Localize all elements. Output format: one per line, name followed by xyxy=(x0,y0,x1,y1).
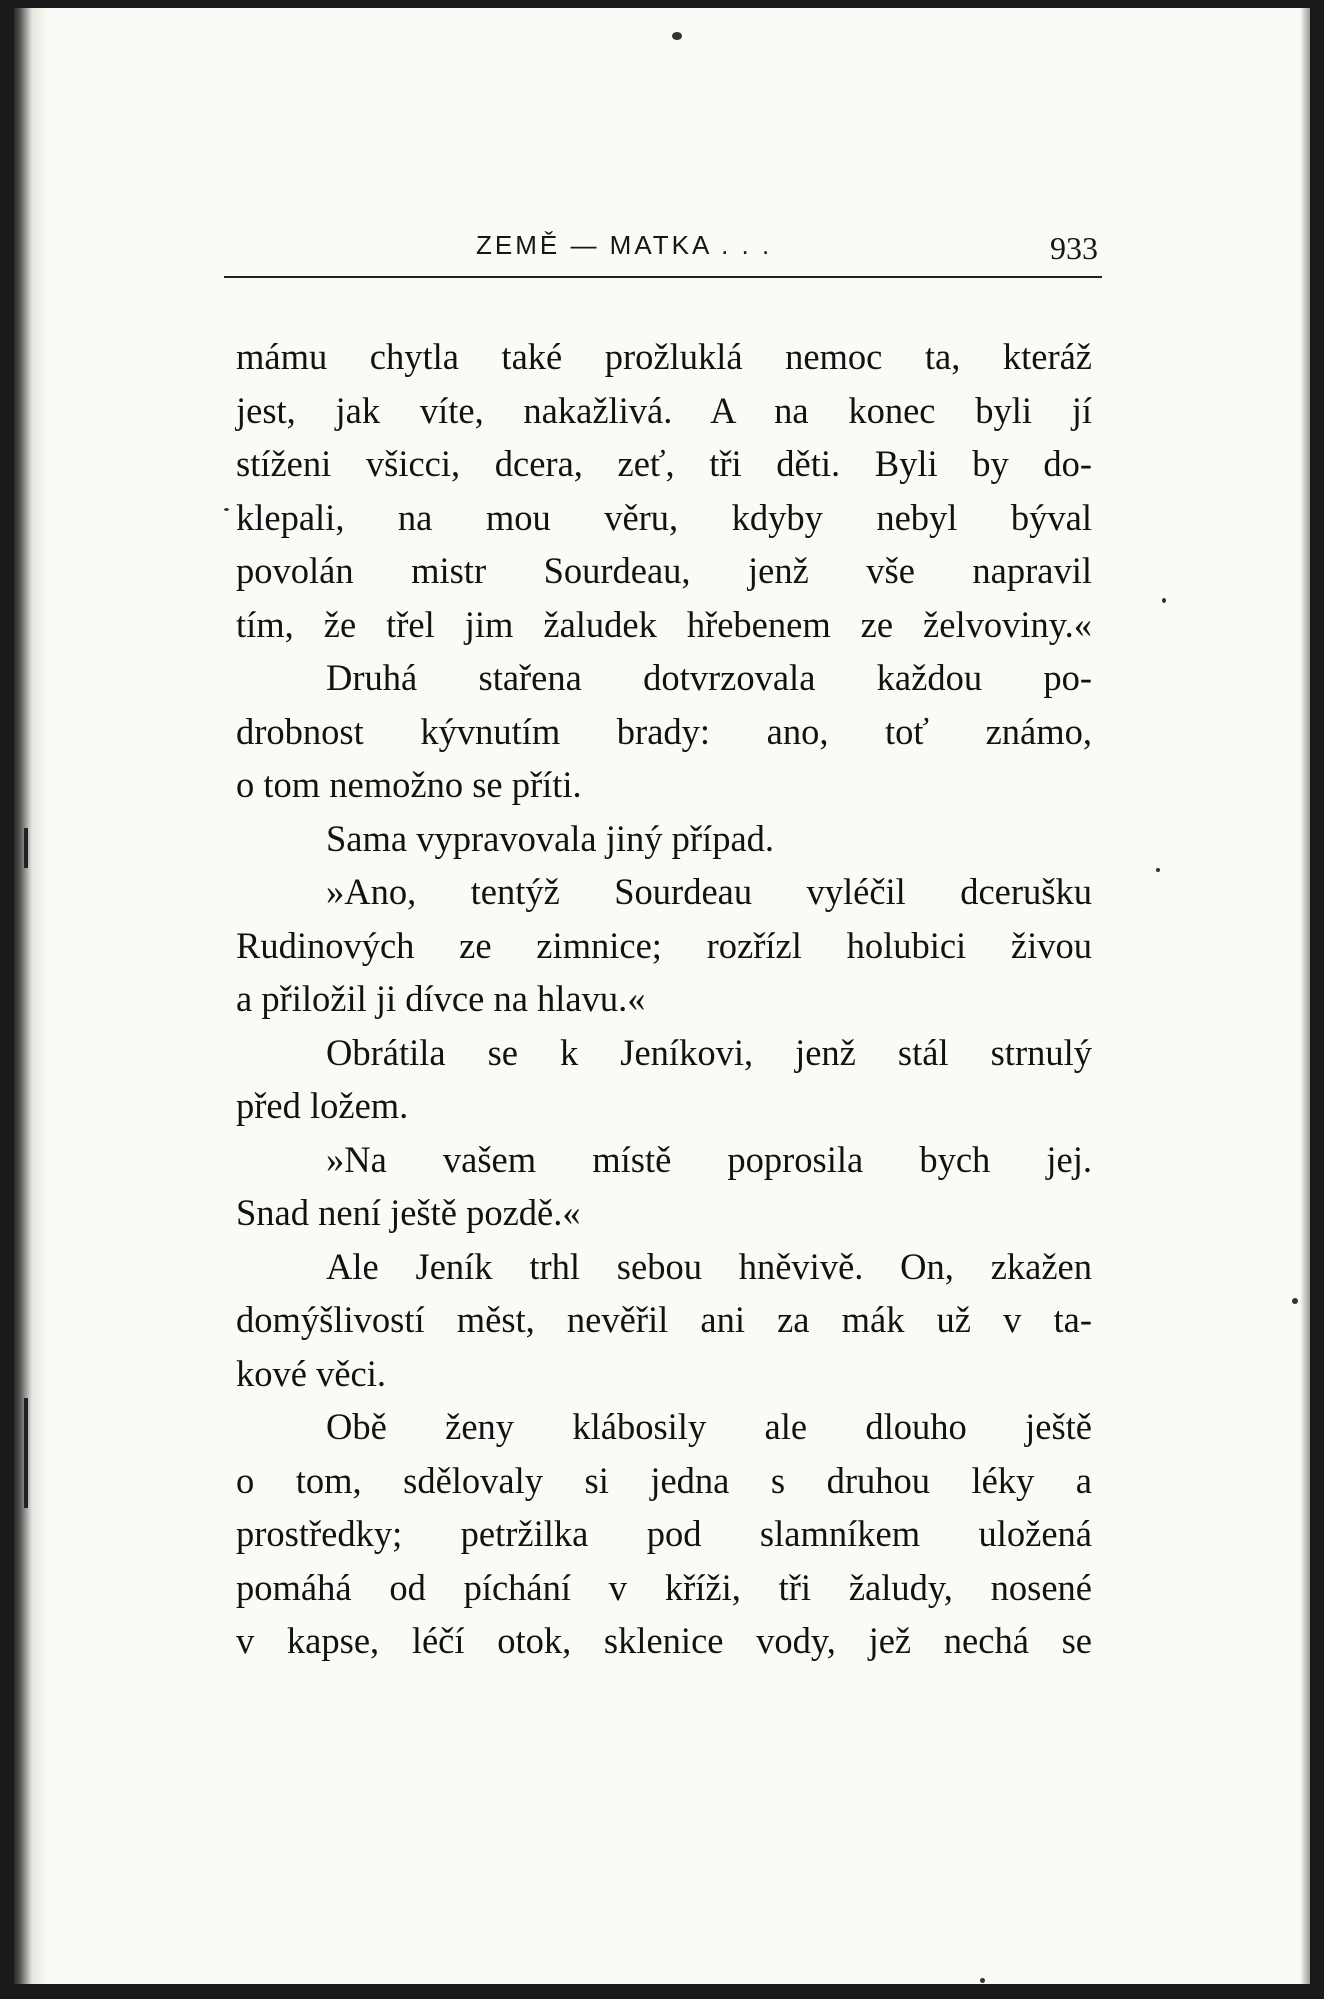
text-line: Ale Jeník trhl sebou hněvivě. On, zkažen xyxy=(326,1245,1092,1287)
book-spine-shadow xyxy=(14,8,48,1984)
ink-speck xyxy=(1292,1298,1298,1304)
text-line: Rudinových ze zimnice; rozřízl holubici živou xyxy=(236,924,1092,966)
text-line: »Na vašem místě poprosila bych jej. xyxy=(326,1138,1092,1180)
page-header xyxy=(224,230,1102,280)
text-line: prostředky; petržilka pod slamníkem uložená xyxy=(236,1513,1092,1554)
text-line: drobnost kývnutím brady: ano, toť známo, xyxy=(236,710,1092,752)
text-line: tím, že třel jim žaludek hřebenem ze želvoviny.« xyxy=(236,603,1092,645)
ink-speck xyxy=(980,1978,985,1983)
text-line: stíženi všicci, dcera, zeť, tři děti. Byli by do- xyxy=(236,443,1092,484)
ink-speck xyxy=(1162,598,1166,603)
text-line: a přiložil ji dívce na hlavu.« xyxy=(236,978,646,1019)
ink-speck xyxy=(224,508,229,511)
spine-mark xyxy=(24,1398,28,1508)
ink-speck xyxy=(672,32,682,40)
page-edge xyxy=(1300,8,1310,1984)
text-line: v kapse, léčí otok, sklenice vody, jež nechá se xyxy=(236,1620,1092,1661)
book-page xyxy=(14,8,1310,1984)
text-line: pomáhá od píchání v kříži, tři žaludy, nosené xyxy=(236,1566,1092,1608)
page-number: 933 xyxy=(1050,230,1098,266)
text-line: Snad není ještě pozdě.« xyxy=(236,1192,581,1233)
text-line: o tom nemožno se příti. xyxy=(236,764,582,805)
text-line: Obě ženy klábosily ale dlouho ještě xyxy=(326,1406,1092,1447)
text-line: jest, jak víte, nakažlivá. A na konec byli jí xyxy=(236,389,1092,431)
text-line: Sama vypravovala jiný případ. xyxy=(326,817,775,859)
body-text xyxy=(236,330,1092,1668)
text-line: Druhá stařena dotvrzovala každou po- xyxy=(326,657,1092,698)
text-line: o tom, sdělovaly si jedna s druhou léky a xyxy=(236,1459,1092,1501)
text-line: kové věci. xyxy=(236,1352,386,1394)
ink-speck xyxy=(1156,868,1160,872)
text-line: před ložem. xyxy=(236,1085,409,1126)
text-line: domýšlivostí měst, nevěřil ani za mák už v ta- xyxy=(236,1299,1092,1340)
running-title: ZEMĚ — MATKA . . . xyxy=(476,230,773,260)
text-line: povolán mistr Sourdeau, jenž vše napravil xyxy=(236,550,1092,591)
text-line: »Ano, tentýž Sourdeau vyléčil dcerušku xyxy=(326,871,1092,912)
text-line: Obrátila se k Jeníkovi, jenž stál strnulý xyxy=(326,1031,1092,1073)
spine-mark xyxy=(24,828,28,868)
text-line: klepali, na mou věru, kdyby nebyl býval xyxy=(236,496,1092,538)
text-line: mámu chytla také prožluklá nemoc ta, kteráž xyxy=(236,336,1092,377)
header-rule xyxy=(224,276,1102,278)
